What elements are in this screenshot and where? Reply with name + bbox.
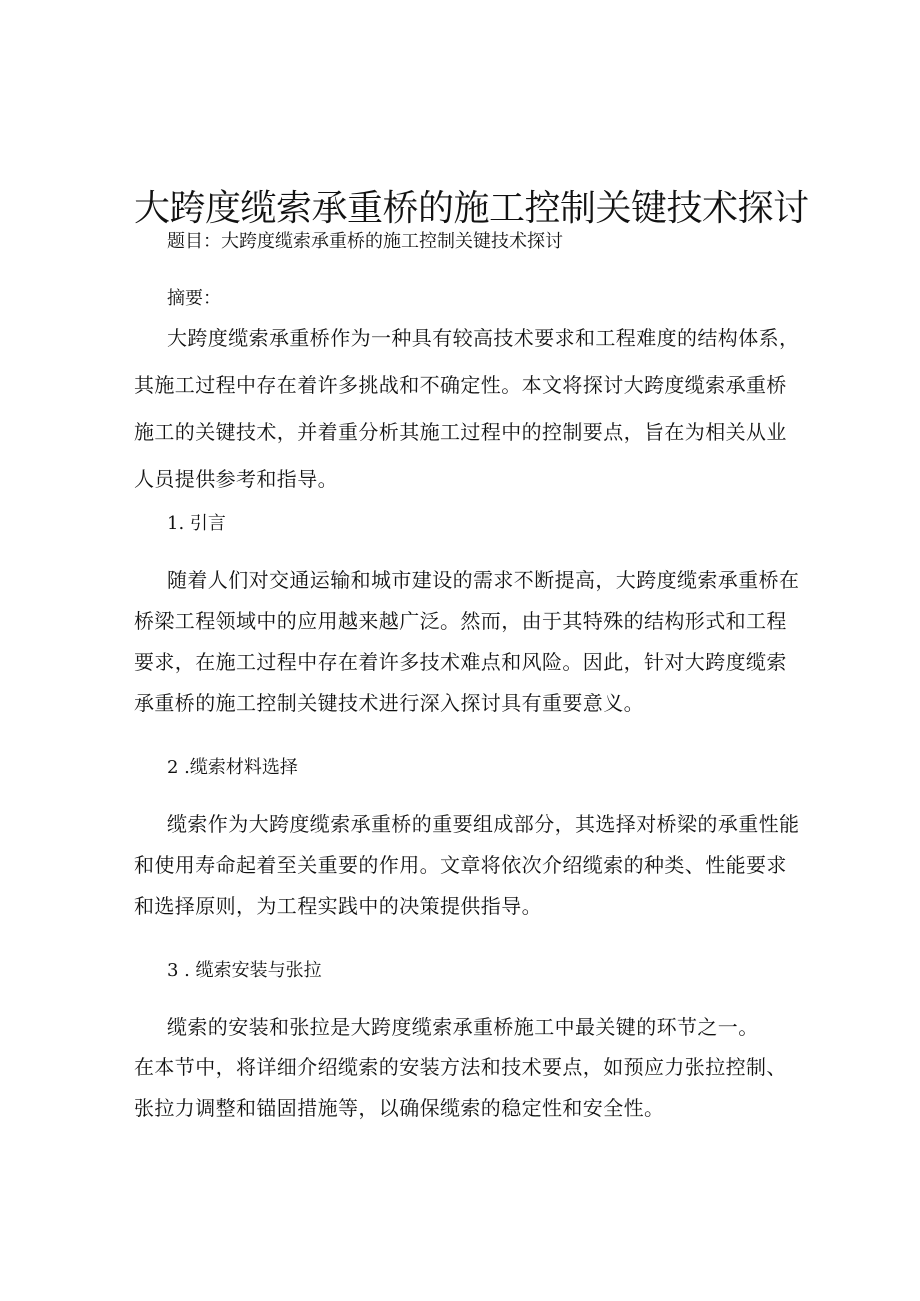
paragraph-line: 桥梁工程领域中的应用越来越广泛。然而，由于其特殊的结构形式和工程 bbox=[134, 609, 787, 633]
paragraph-line: 缆索的安装和张拉是大跨度缆索承重桥施工中最关键的环节之一。 bbox=[167, 1015, 759, 1039]
paragraph-line: 和选择原则，为工程实践中的决策提供指导。 bbox=[134, 894, 542, 918]
section-heading-1: 1. 引言 bbox=[167, 513, 226, 534]
paragraph-line: 其施工过程中存在着许多挑战和不确定性。本文将探讨大跨度缆索承重桥 bbox=[134, 373, 787, 397]
section-heading-2: 2 .缆索材料选择 bbox=[167, 757, 298, 778]
paragraph-line: 在本节中，将详细介绍缆索的安装方法和技术要点，如预应力张拉控制、 bbox=[134, 1055, 787, 1079]
paragraph-line: 张拉力调整和锚固措施等，以确保缆索的稳定性和安全性。 bbox=[134, 1096, 665, 1120]
paragraph-line: 随着人们对交通运输和城市建设的需求不断提高，大跨度缆索承重桥在 bbox=[167, 568, 800, 592]
subtitle-line: 题目：大跨度缆索承重桥的施工控制关键技术探讨 bbox=[167, 231, 563, 252]
paragraph-line: 和使用寿命起着至关重要的作用。文章将依次介绍缆索的种类、性能要求 bbox=[134, 853, 787, 877]
paragraph-line: 承重桥的施工控制关键技术进行深入探讨具有重要意义。 bbox=[134, 691, 644, 715]
abstract-label: 摘要： bbox=[167, 288, 221, 309]
section-heading-3: 3 . 缆索安装与张拉 bbox=[167, 960, 322, 981]
paragraph-line: 要求，在施工过程中存在着许多技术难点和风险。因此，针对大跨度缆索 bbox=[134, 650, 787, 674]
paragraph-line: 施工的关键技术，并着重分析其施工过程中的控制要点，旨在为相关从业 bbox=[134, 420, 787, 444]
paragraph-line: 人员提供参考和指导。 bbox=[134, 467, 338, 491]
document-title: 大跨度缆索承重桥的施工控制关键技术探讨 bbox=[134, 188, 809, 230]
paragraph-line: 大跨度缆索承重桥作为一种具有较高技术要求和工程难度的结构体系， bbox=[167, 326, 800, 350]
paragraph-line: 缆索作为大跨度缆索承重桥的重要组成部分，其选择对桥梁的承重性能 bbox=[167, 812, 800, 836]
